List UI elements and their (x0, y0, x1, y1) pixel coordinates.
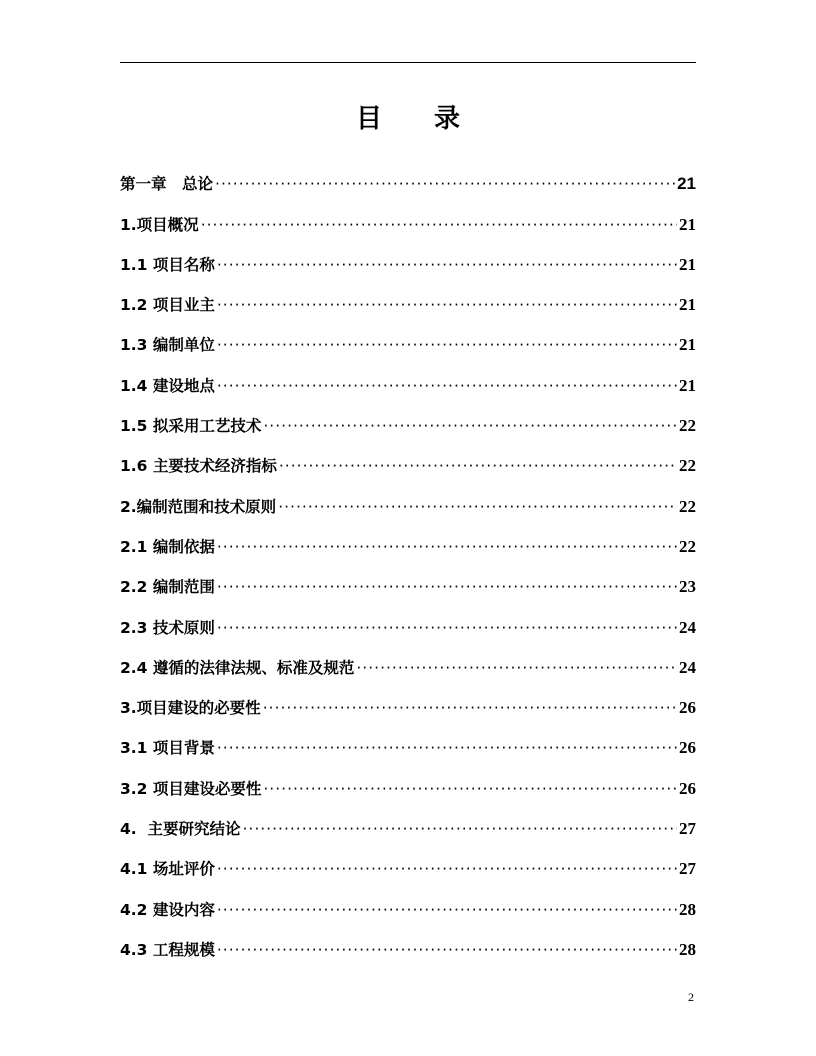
toc-leader-dots (217, 332, 677, 358)
toc-leader-dots (278, 494, 677, 520)
toc-entry-page: 22 (679, 456, 696, 476)
toc-entry[interactable] (120, 641, 696, 681)
toc-leader-dots (217, 252, 677, 278)
toc-entry-page: 26 (679, 738, 696, 758)
toc-entry-label: 2.1 编制依据 (120, 537, 215, 556)
toc-entry-label: 2.4 遵循的法律法规、标准及规范 (120, 658, 355, 677)
header-rule (120, 62, 696, 63)
toc-entry-page: 24 (679, 657, 696, 677)
toc-leader-dots (242, 816, 677, 842)
toc-entry-label: 1.项目概况 (120, 215, 199, 234)
toc-entry-label: 3.2 项目建设必要性 (120, 779, 262, 798)
toc-entry-label: 4. 主要研究结论 (120, 820, 241, 839)
toc-entry[interactable] (120, 479, 696, 519)
toc-entry-page: 23 (679, 577, 696, 597)
toc-entry-page: 26 (679, 778, 696, 798)
toc-entry-page: 22 (679, 416, 696, 436)
toc-entry-page: 22 (679, 496, 696, 516)
toc-entry-page: 21 (679, 335, 696, 355)
toc-entry-label: 1.2 项目业主 (120, 296, 215, 315)
toc-entry[interactable] (120, 600, 696, 640)
toc-entry-label: 1.1 项目名称 (120, 255, 215, 274)
toc-entry-label: 3.1 项目背景 (120, 739, 215, 758)
toc-entry-label: 2.3 技术原则 (120, 618, 215, 637)
toc-leader-dots (217, 292, 677, 318)
toc-entry[interactable] (120, 399, 696, 439)
toc-entry-page: 21 (679, 254, 696, 274)
toc-entry[interactable] (120, 842, 696, 882)
toc-entry-page: 22 (679, 536, 696, 556)
toc-entry[interactable] (120, 520, 696, 560)
toc-entry-page: 28 (679, 939, 696, 959)
toc-entry-label: 4.3 工程规模 (120, 940, 215, 959)
toc-entry[interactable] (120, 157, 696, 197)
toc-entry-page: 27 (679, 819, 696, 839)
toc-leader-dots (215, 171, 675, 197)
toc-entry-label: 2.2 编制范围 (120, 578, 215, 597)
toc-entry[interactable] (120, 882, 696, 922)
toc-entry-label: 1.3 编制单位 (120, 336, 215, 355)
toc-leader-dots (217, 897, 677, 923)
toc-entry-label: 3.项目建设的必要性 (120, 699, 261, 718)
toc-leader-dots (217, 937, 677, 963)
toc-entry[interactable] (120, 560, 696, 600)
toc-entry-page: 21 (679, 375, 696, 395)
toc-leader-dots (217, 373, 677, 399)
toc-leader-dots (279, 453, 677, 479)
toc-entry[interactable] (120, 238, 696, 278)
toc-entry-page: 24 (679, 617, 696, 637)
table-of-contents (120, 157, 696, 963)
toc-entry[interactable] (120, 439, 696, 479)
toc-entry[interactable] (120, 358, 696, 398)
toc-entry-page: 28 (679, 899, 696, 919)
toc-leader-dots (217, 534, 677, 560)
toc-entry[interactable] (120, 278, 696, 318)
toc-entry-label: 1.6 主要技术经济指标 (120, 457, 277, 476)
toc-leader-dots (217, 574, 677, 600)
toc-entry-page: 21 (679, 214, 696, 234)
toc-leader-dots (263, 695, 677, 721)
title-char-1: 目 (355, 104, 382, 134)
toc-entry-label: 1.5 拟采用工艺技术 (120, 417, 262, 436)
toc-entry[interactable] (120, 923, 696, 963)
toc-leader-dots (263, 413, 677, 439)
toc-entry-label: 4.1 场址评价 (120, 860, 215, 879)
toc-entry[interactable] (120, 721, 696, 761)
toc-leader-dots (217, 615, 677, 641)
toc-entry-page: 21 (677, 174, 696, 194)
toc-leader-dots (201, 212, 677, 238)
toc-entry[interactable] (120, 681, 696, 721)
toc-entry-page: 26 (679, 698, 696, 718)
toc-entry[interactable] (120, 802, 696, 842)
toc-entry-label: 4.2 建设内容 (120, 900, 215, 919)
toc-leader-dots (217, 735, 677, 761)
toc-entry-label: 第一章 总论 (120, 175, 214, 194)
toc-entry-page: 21 (679, 295, 696, 315)
toc-entry-label: 1.4 建设地点 (120, 376, 215, 395)
toc-entry-page: 27 (679, 859, 696, 879)
toc-entry[interactable] (120, 761, 696, 801)
page-title (0, 98, 816, 135)
page-number: 2 (688, 990, 694, 1004)
toc-leader-dots (356, 655, 677, 681)
title-char-2: 录 (434, 104, 461, 134)
toc-leader-dots (263, 776, 677, 802)
toc-entry[interactable] (120, 318, 696, 358)
toc-entry-label: 2.编制范围和技术原则 (120, 497, 277, 516)
toc-entry[interactable] (120, 197, 696, 237)
toc-leader-dots (217, 856, 677, 882)
